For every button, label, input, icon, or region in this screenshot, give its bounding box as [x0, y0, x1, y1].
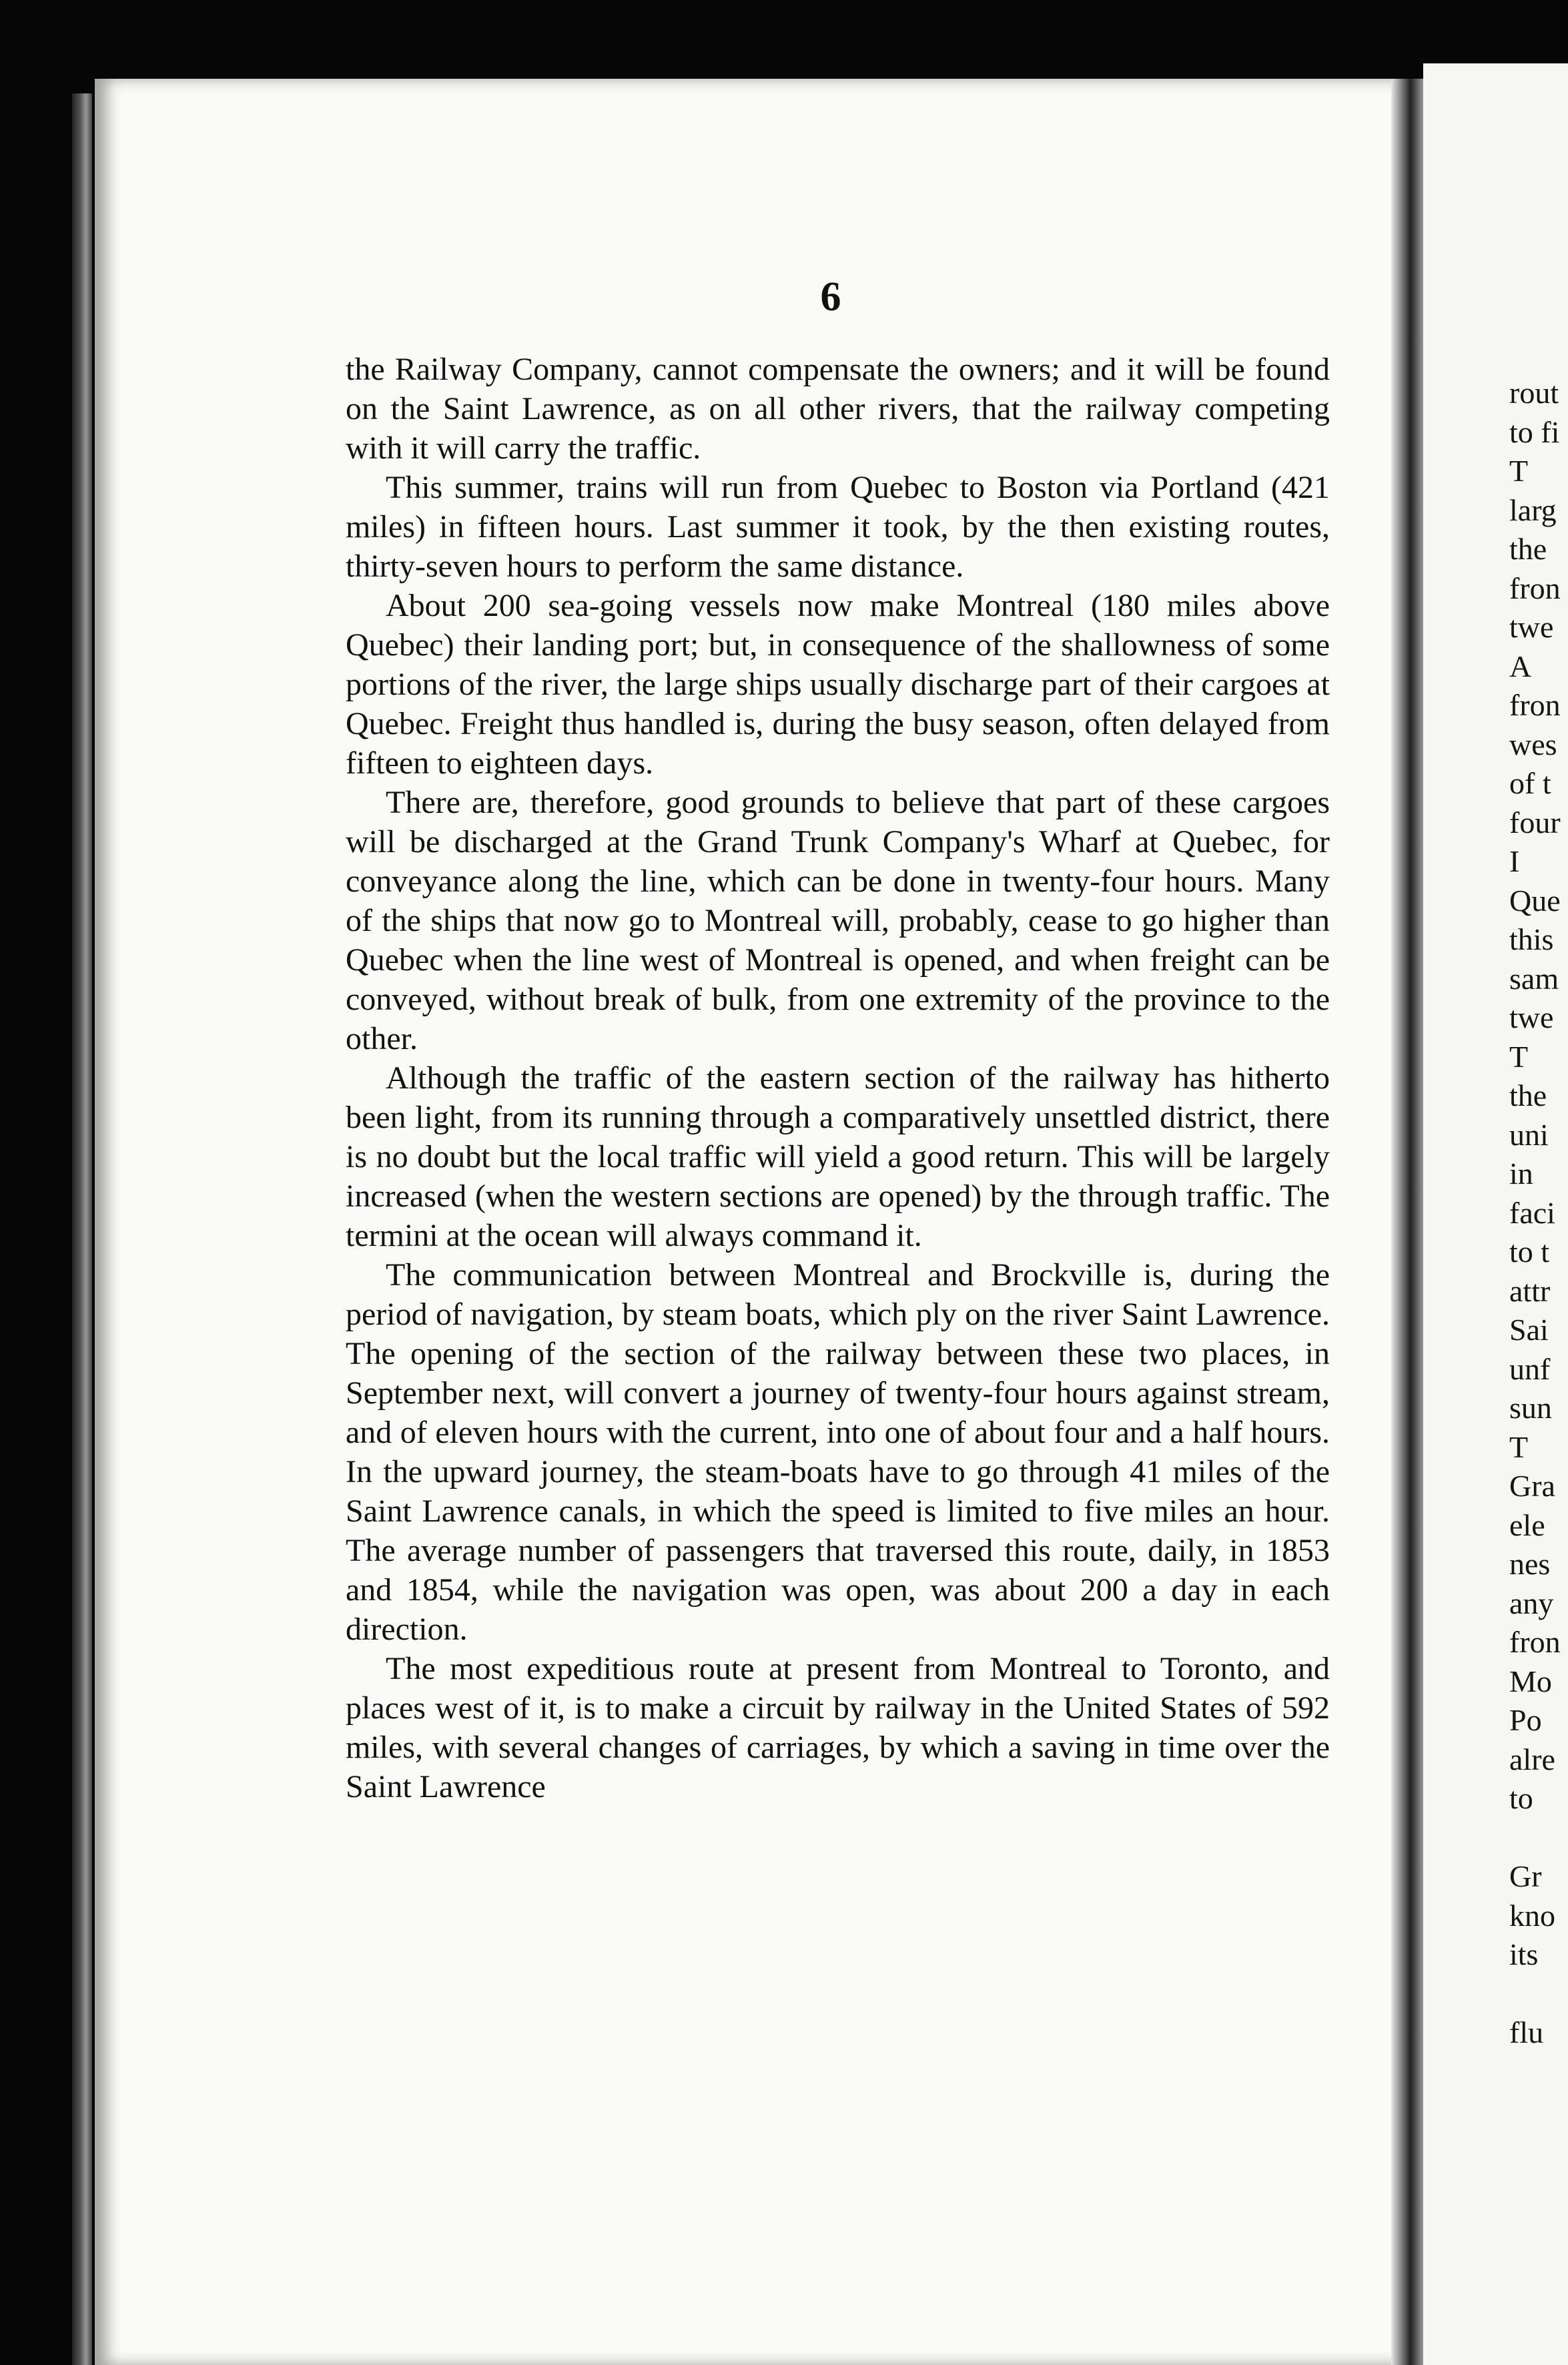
facing-page-line: attr [1509, 1273, 1551, 1308]
facing-page-line: rout [1509, 376, 1559, 410]
facing-page-line: the [1509, 532, 1547, 566]
facing-page-line: its [1509, 1937, 1539, 1971]
facing-page-line: to t [1509, 1235, 1550, 1269]
facing-page-line: flu [1509, 2015, 1544, 2049]
facing-page-line: larg [1509, 492, 1557, 527]
facing-page-line: T [1509, 1429, 1529, 1464]
facing-page-line: uni [1509, 1117, 1549, 1152]
paragraph: the Railway Company, cannot compensate the owners; and it will be found on the Saint Lawrence, as on all other rivers, that the railway competing with it will carry the traffic. [346, 352, 1330, 466]
facing-page-line: any [1509, 1586, 1554, 1620]
facing-page-line: Sai [1509, 1313, 1549, 1347]
paragraph: The most expeditious route at present from Montreal to Toronto, and places west of it, is to make a circuit by railway in the United States of 592 miles, with several changes of carriages, by which a saving in time over the Saint Lawrence [346, 1651, 1330, 1804]
facing-page-line: this [1509, 922, 1554, 956]
facing-page-line: nes [1509, 1547, 1551, 1581]
facing-page-line: in [1509, 1156, 1533, 1191]
facing-page-text [1509, 374, 1568, 2053]
paragraph: The communication between Montreal and Brockville is, during the period of navigation, by steam boats, which ply on the river Saint Lawrence. The opening of the section of the railway between these two places, in September next, will convert a journey of twenty-four hours against stream, and of eleven hours with the current, into one of about four and a half hours. In the upward journey, the steam-boats have to go through 41 miles of the Saint Lawrence canals, in which the speed is limited to five miles an hour. The average number of passengers that traversed this route, daily, in 1853 and 1854, while the navigation was open, was about 200 a day in each direction. [346, 1257, 1330, 1647]
facing-page-line: kno [1509, 1898, 1555, 1933]
facing-page-line: of t [1509, 766, 1551, 800]
page-number: 6 [820, 274, 841, 320]
facing-page-line: to [1509, 1781, 1533, 1815]
facing-page-line: Gra [1509, 1469, 1555, 1503]
paragraph: This summer, trains will run from Quebec to Boston via Portland (421 miles) in fifteen hours. Last summer it took, by the then existing routes, thirty-seven hours to perform the same distance. [346, 470, 1330, 584]
facing-page-line: sun [1509, 1391, 1552, 1425]
facing-page-line: sam [1509, 961, 1559, 996]
facing-page-line: fron [1509, 688, 1561, 722]
paragraph: There are, therefore, good grounds to believe that part of these cargoes will be discharged at the Grand Trunk Company's Wharf at Quebec, for conveyance along the line, which can be done in twenty-four hours. Many of the ships that now go to Montreal will, probably, cease to go higher than Quebec when the line west of Montreal is opened, and when freight can be conveyed, without break of bulk, from one extremity of the province to the other. [346, 785, 1330, 1056]
facing-page-line [1509, 1975, 1568, 2014]
facing-page-line: I [1509, 844, 1520, 878]
paragraph: About 200 sea-going vessels now make Montreal (180 miles above Quebec) their landing port; but, in consequence of the shallowness of some portions of the river, the large ships usually discharge part of their cargoes at Quebec. Freight thus handled is, during the busy season, often delayed from fifteen to eighteen days. [346, 588, 1330, 781]
facing-page-line: Gr [1509, 1859, 1542, 1893]
facing-page-line: alre [1509, 1742, 1555, 1776]
paragraph: Although the traffic of the eastern section of the railway has hitherto been light, from its running through a comparatively unsettled district, there is no doubt but the local traffic will yield a good return. This will be largely increased (when the western sections are opened) by the through traffic. The termini at the ocean will always command it. [346, 1060, 1330, 1253]
facing-page-line: unf [1509, 1351, 1551, 1386]
facing-page-line: fron [1509, 571, 1561, 605]
facing-page-line: four [1509, 805, 1561, 839]
facing-page-line [1509, 1818, 1568, 1858]
facing-page-line: Po [1509, 1703, 1542, 1737]
facing-page-line: A [1509, 649, 1532, 683]
facing-page-line: wes [1509, 727, 1557, 761]
facing-page-line: T [1509, 1039, 1529, 1074]
facing-page-line: T [1509, 454, 1529, 488]
facing-page-line: the [1509, 1078, 1547, 1112]
facing-page-line: to fi [1509, 414, 1560, 449]
facing-page-line: faci [1509, 1195, 1555, 1230]
facing-page-line: fron [1509, 1625, 1561, 1659]
facing-page-line: twe [1509, 610, 1554, 644]
body-text [346, 350, 1330, 1806]
facing-page-line: twe [1509, 1000, 1554, 1034]
facing-page-line: Que [1509, 883, 1561, 918]
facing-page-line: Mo [1509, 1664, 1552, 1698]
book-gutter [1391, 79, 1423, 2365]
facing-page-line: ele [1509, 1507, 1545, 1542]
book-edge [72, 93, 92, 2365]
